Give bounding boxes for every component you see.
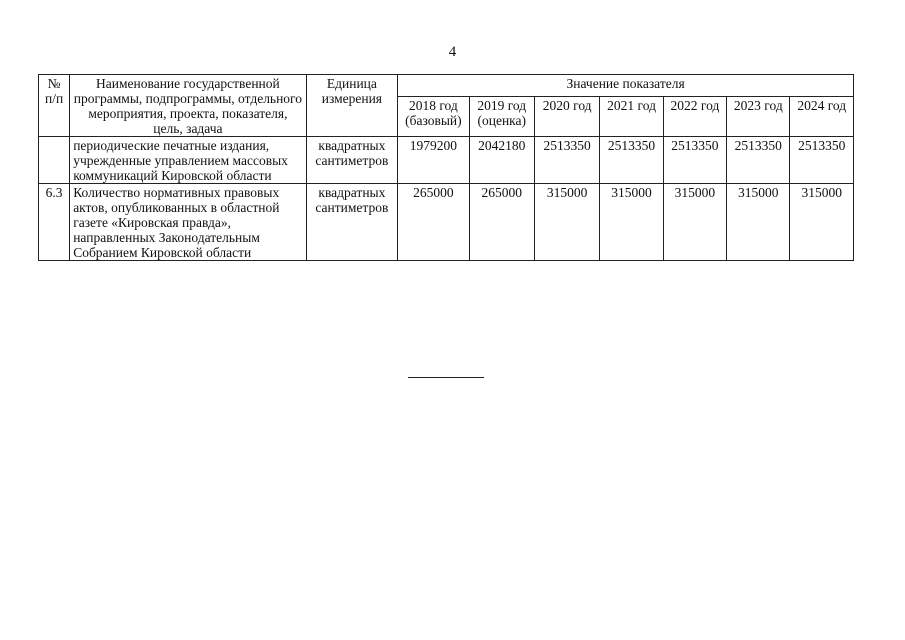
table-row [39,137,854,184]
header-year-2023: 2023 год [727,96,790,137]
table-row [39,184,854,261]
row-unit: квадратных сантиметров [306,184,398,261]
row-name: периодические печатные издания, учрежденные управлением массовых коммуникаций Кировской области [70,137,306,184]
end-divider [408,377,484,378]
header-year-2024: 2024 год [790,96,854,137]
row-value-2020: 2513350 [534,137,599,184]
header-num: № п/п [39,75,70,137]
header-year-2019: 2019 год (оценка) [469,96,534,137]
row-num [39,137,70,184]
row-value-2018: 1979200 [398,137,469,184]
row-value-2024: 2513350 [790,137,854,184]
header-value-group: Значение показателя [398,75,854,97]
header-year-2018: 2018 год (базовый) [398,96,469,137]
row-value-2021: 2513350 [600,137,663,184]
row-value-2024: 315000 [790,184,854,261]
header-row-1 [39,75,854,97]
row-value-2022: 2513350 [663,137,726,184]
indicators-table [38,74,854,261]
row-value-2023: 315000 [727,184,790,261]
header-name: Наименование государственной программы, подпрограммы, отдельного мероприятия, проекта, показателя, цель, задача [70,75,306,137]
row-value-2020: 315000 [534,184,599,261]
row-value-2023: 2513350 [727,137,790,184]
row-value-2018: 265000 [398,184,469,261]
header-year-2020: 2020 год [534,96,599,137]
row-value-2021: 315000 [600,184,663,261]
row-value-2022: 315000 [663,184,726,261]
row-unit: квадратных сантиметров [306,137,398,184]
row-value-2019: 265000 [469,184,534,261]
header-year-2021: 2021 год [600,96,663,137]
header-unit: Единица измерения [306,75,398,137]
row-value-2019: 2042180 [469,137,534,184]
header-year-2022: 2022 год [663,96,726,137]
row-num: 6.3 [39,184,70,261]
page-number: 4 [448,44,457,60]
row-name: Количество нормативных правовых актов, опубликованных в областной газете «Кировская правда», направленных Законодательным Собранием Кировской области [70,184,306,261]
